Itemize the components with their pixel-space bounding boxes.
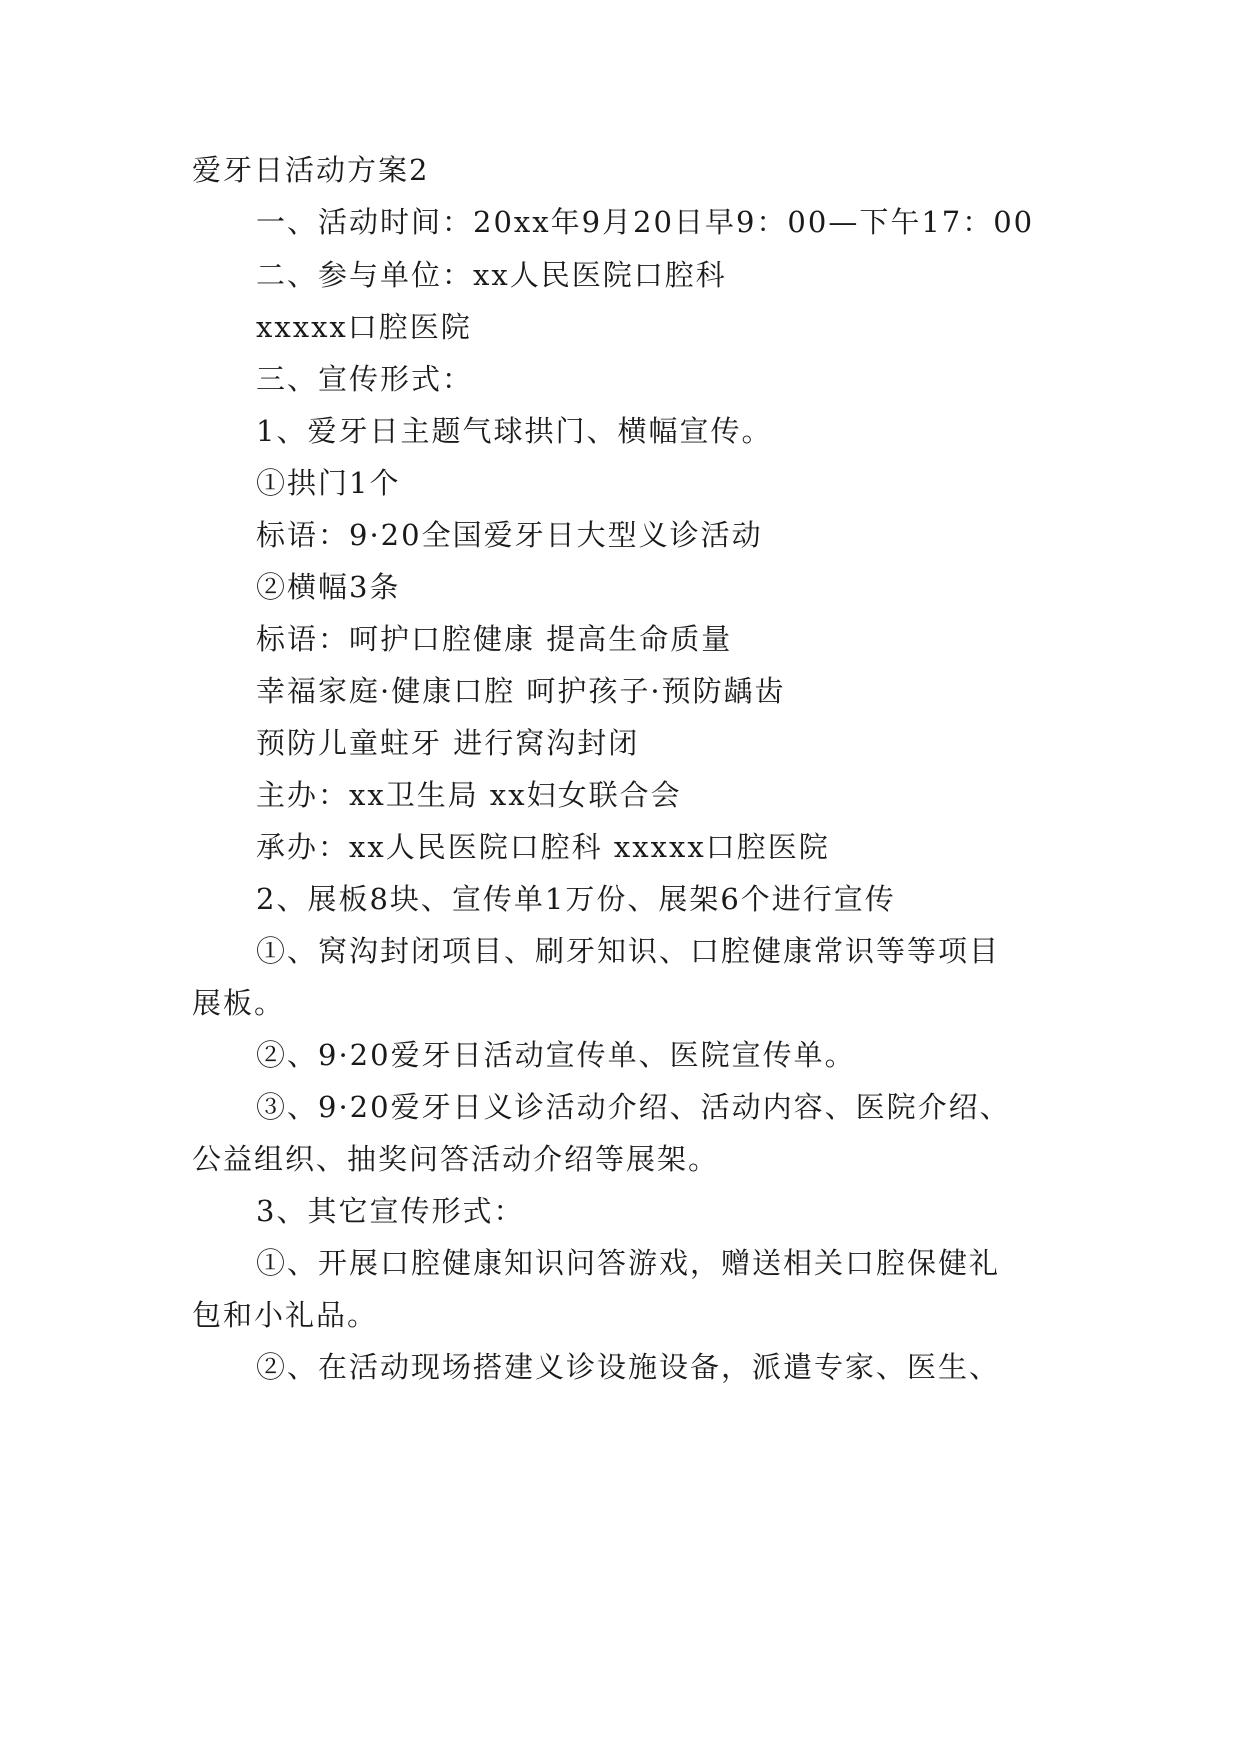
paragraph-line: 标语：呵护口腔健康 提高生命质量 <box>256 622 733 656</box>
paragraph-line: 主办：xx卫生局 xx妇女联合会 <box>256 778 682 812</box>
paragraph-line: 幸福家庭·健康口腔 呵护孩子·预防龋齿 <box>256 674 786 708</box>
paragraph-line: 一、活动时间：20xx年9月20日早9：00—下午17：00 <box>256 205 1035 239</box>
paragraph-line: ②、9·20爱牙日活动宣传单、医院宣传单。 <box>256 1038 856 1072</box>
paragraph-line: ①拱门1个 <box>256 466 401 500</box>
paragraph-line: ①、窝沟封闭项目、刷牙知识、口腔健康常识等等项目 <box>256 934 1001 968</box>
paragraph-line: ②、在活动现场搭建义诊设施设备，派遣专家、医生、 <box>256 1350 1001 1384</box>
paragraph-line: 2、展板8块、宣传单1万份、展架6个进行宣传 <box>256 882 896 916</box>
paragraph-line: 1、爱牙日主题气球拱门、横幅宣传。 <box>256 414 773 448</box>
paragraph-line: 标语：9·20全国爱牙日大型义诊活动 <box>256 518 763 552</box>
paragraph-line: 3、其它宣传形式： <box>256 1194 525 1228</box>
paragraph-line: ②横幅3条 <box>256 570 401 604</box>
paragraph-line: 承办：xx人民医院口腔科 xxxxx口腔医院 <box>256 830 830 864</box>
paragraph-line: ③、9·20爱牙日义诊活动介绍、活动内容、医院介绍、 <box>256 1090 1011 1124</box>
paragraph-line: 展板。 <box>192 986 286 1020</box>
document-title: 爱牙日活动方案2 <box>192 153 430 187</box>
paragraph-line: 公益组织、抽奖问答活动介绍等展架。 <box>192 1142 720 1176</box>
paragraph-line: 包和小礼品。 <box>192 1298 379 1332</box>
paragraph-line: 三、宣传形式： <box>256 362 474 396</box>
paragraph-line: 二、参与单位：xx人民医院口腔科 <box>256 258 727 292</box>
paragraph-line: ①、开展口腔健康知识问答游戏，赠送相关口腔保健礼 <box>256 1246 1001 1280</box>
paragraph-line: 预防儿童蛀牙 进行窝沟封闭 <box>256 726 640 760</box>
paragraph-line: xxxxx口腔医院 <box>256 310 472 344</box>
